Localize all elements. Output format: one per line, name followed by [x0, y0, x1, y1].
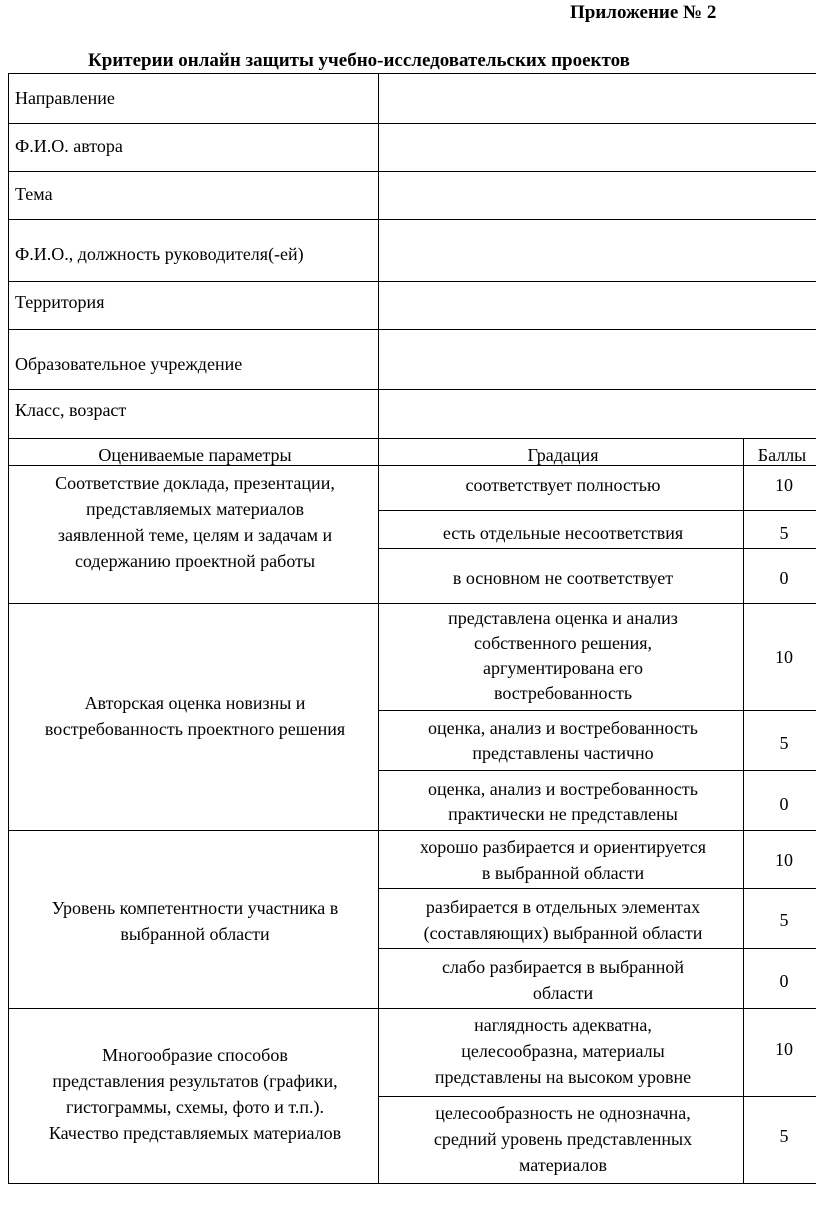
grade-text-line: есть отдельные несоответствия	[442, 523, 684, 543]
grade-divider	[378, 888, 816, 889]
grade-points: 10	[775, 1039, 793, 1059]
header-points: Баллы	[757, 445, 807, 465]
grade-points: 5	[779, 523, 789, 543]
criterion-parameter-line: выбранной области	[120, 924, 270, 944]
criteria-table	[8, 73, 816, 1183]
grade-points: 10	[775, 850, 793, 870]
grade-points: 0	[779, 971, 789, 991]
info-row-label: Территория	[15, 292, 105, 312]
criterion-parameter-line: содержанию проектной работы	[74, 551, 316, 571]
grade-text-line: практически не представлены	[448, 804, 678, 824]
grade-text-line: в основном не соответствует	[452, 568, 674, 588]
grade-text-line: представлена оценка и анализ	[448, 608, 678, 628]
grade-points: 0	[779, 794, 789, 814]
grade-text-line: оценка, анализ и востребованность	[428, 718, 698, 738]
grade-text-line: разбирается в отдельных элементах	[425, 897, 701, 917]
column-divider	[378, 73, 379, 1183]
grade-text-line: представлены частично	[472, 743, 654, 763]
criterion-parameter-line: востребованность проектного решения	[44, 719, 346, 739]
row-divider	[8, 329, 816, 330]
row-divider	[8, 603, 816, 604]
header-gradation: Градация	[527, 445, 599, 465]
grade-points: 5	[779, 1126, 789, 1146]
grade-divider	[378, 510, 816, 511]
row-divider	[8, 281, 816, 282]
criterion-parameter-line: Качество представляемых материалов	[48, 1123, 342, 1143]
info-row-label: Тема	[15, 184, 53, 204]
grade-divider	[378, 1096, 816, 1097]
grade-text-line: соответствует полностью	[465, 475, 661, 495]
criterion-parameter-line: гистограммы, схемы, фото и т.п.).	[66, 1097, 324, 1117]
criterion-parameter-line: представления результатов (графики,	[52, 1071, 338, 1091]
row-divider	[8, 123, 816, 124]
grade-text-line: наглядность адекватна,	[474, 1015, 652, 1035]
row-divider	[8, 438, 816, 439]
grade-text-line: в выбранной области	[481, 863, 645, 883]
info-row-label: Ф.И.О. автора	[15, 136, 123, 156]
grade-text-line: целесообразность не однозначна,	[435, 1103, 691, 1123]
grade-divider	[378, 548, 816, 549]
grade-points: 0	[779, 568, 789, 588]
row-divider	[8, 1008, 816, 1009]
grade-text-line: хорошо разбирается и ориентируется	[419, 837, 707, 857]
grade-text-line: целесообразна, материалы	[461, 1041, 665, 1061]
row-divider	[8, 389, 816, 390]
row-divider	[8, 171, 816, 172]
grade-text-line: средний уровень представленных	[433, 1129, 693, 1149]
grade-text-line: представлены на высоком уровне	[434, 1067, 692, 1087]
criterion-parameter-line: Соответствие доклада, презентации,	[55, 473, 335, 493]
criterion-parameter-line: заявленной теме, целям и задачам и	[57, 525, 333, 545]
row-divider	[8, 830, 816, 831]
grade-points: 10	[775, 647, 793, 667]
column-divider	[743, 438, 744, 1183]
grade-text-line: материалов	[519, 1155, 607, 1175]
header-parameters: Оцениваемые параметры	[98, 445, 292, 465]
grade-points: 10	[775, 475, 793, 495]
row-divider	[8, 1183, 816, 1184]
info-row-label: Образовательное учреждение	[15, 354, 243, 374]
info-row-label: Ф.И.О., должность руководителя(-ей)	[15, 244, 304, 264]
grade-text-line: области	[532, 983, 594, 1003]
grade-text-line: аргументирована его	[483, 658, 643, 678]
grade-text-line: востребованность	[493, 683, 633, 703]
criterion-parameter-line: представляемых материалов	[85, 499, 305, 519]
appendix-label: Приложение № 2	[570, 2, 717, 23]
criterion-parameter-line: Уровень компетентности участника в	[51, 898, 339, 918]
grade-divider	[378, 948, 816, 949]
criterion-parameter-line: Многообразие способов	[102, 1045, 288, 1065]
info-row-label: Направление	[15, 88, 115, 108]
grade-text-line: слабо разбирается в выбранной	[442, 957, 684, 977]
grade-points: 5	[779, 910, 789, 930]
grade-divider	[378, 770, 816, 771]
grade-text-line: (составляющих) выбранной области	[423, 923, 703, 943]
document-title: Критерии онлайн защиты учебно-исследовательских проектов	[88, 50, 630, 71]
grade-text-line: оценка, анализ и востребованность	[428, 779, 698, 799]
row-divider	[8, 73, 816, 74]
criterion-parameter-line: Авторская оценка новизны и	[84, 693, 306, 713]
grade-points: 5	[779, 733, 789, 753]
row-divider	[8, 219, 816, 220]
grade-text-line: собственного решения,	[474, 633, 652, 653]
grade-divider	[378, 710, 816, 711]
info-row-label: Класс, возраст	[15, 400, 127, 420]
table-left-border	[8, 73, 9, 1183]
